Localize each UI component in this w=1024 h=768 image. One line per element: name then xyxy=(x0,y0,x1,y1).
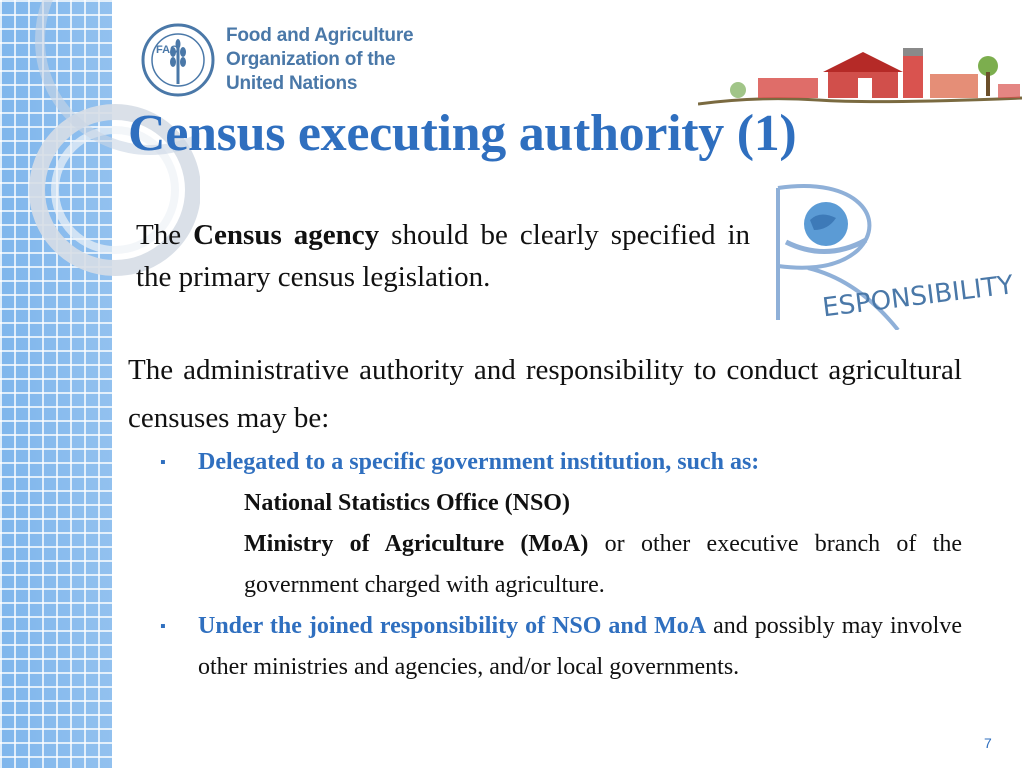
fao-emblem-icon xyxy=(140,22,216,98)
sub-item-rest: or other executive branch of the government charged with agriculture. xyxy=(244,531,962,598)
bullet-highlight: Under the joined responsibility of NSO and MoA xyxy=(198,613,707,639)
intro-rest: should be clearly specified in the primary census legislation. xyxy=(136,219,751,293)
bullet-icon: ▪ xyxy=(160,618,166,635)
bullet-rest: and possibly may involve other ministries and agencies, and/or local governments. xyxy=(198,613,962,680)
authority-paragraph: The administrative authority and responsibility to conduct agricultural censuses may be: xyxy=(128,354,962,434)
intro-paragraph xyxy=(136,214,750,298)
responsibility-graphic xyxy=(748,180,1024,330)
sub-item-bold: Ministry of Agriculture (MoA) xyxy=(244,531,589,557)
fao-logo xyxy=(140,22,413,98)
intro-bold-term: Census agency xyxy=(193,219,380,251)
sub-item-nso xyxy=(128,483,962,524)
logo-line-1: Food and Agriculture xyxy=(226,25,414,46)
farm-illustration xyxy=(698,44,1022,108)
logo-line-2: Organization of the xyxy=(226,49,396,70)
list-item xyxy=(128,606,962,688)
sub-item-bold: National Statistics Office (NSO) xyxy=(244,490,570,516)
logo-line-3: United Nations xyxy=(226,73,358,94)
list-item xyxy=(128,442,962,483)
authority-options-list xyxy=(128,442,962,688)
bullet-highlight: Delegated to a specific government institution, such as: xyxy=(198,449,760,475)
responsibility-text: ESPONSIBILITY xyxy=(820,270,1016,324)
sub-item-moa xyxy=(128,524,962,606)
intro-lead: The xyxy=(136,219,182,251)
bullet-icon: ▪ xyxy=(160,454,166,471)
page-number: 7 xyxy=(984,735,992,751)
slide-title: Census executing authority (1) xyxy=(128,105,797,162)
organization-name xyxy=(226,24,413,96)
emblem-letters: FAO xyxy=(156,44,179,56)
